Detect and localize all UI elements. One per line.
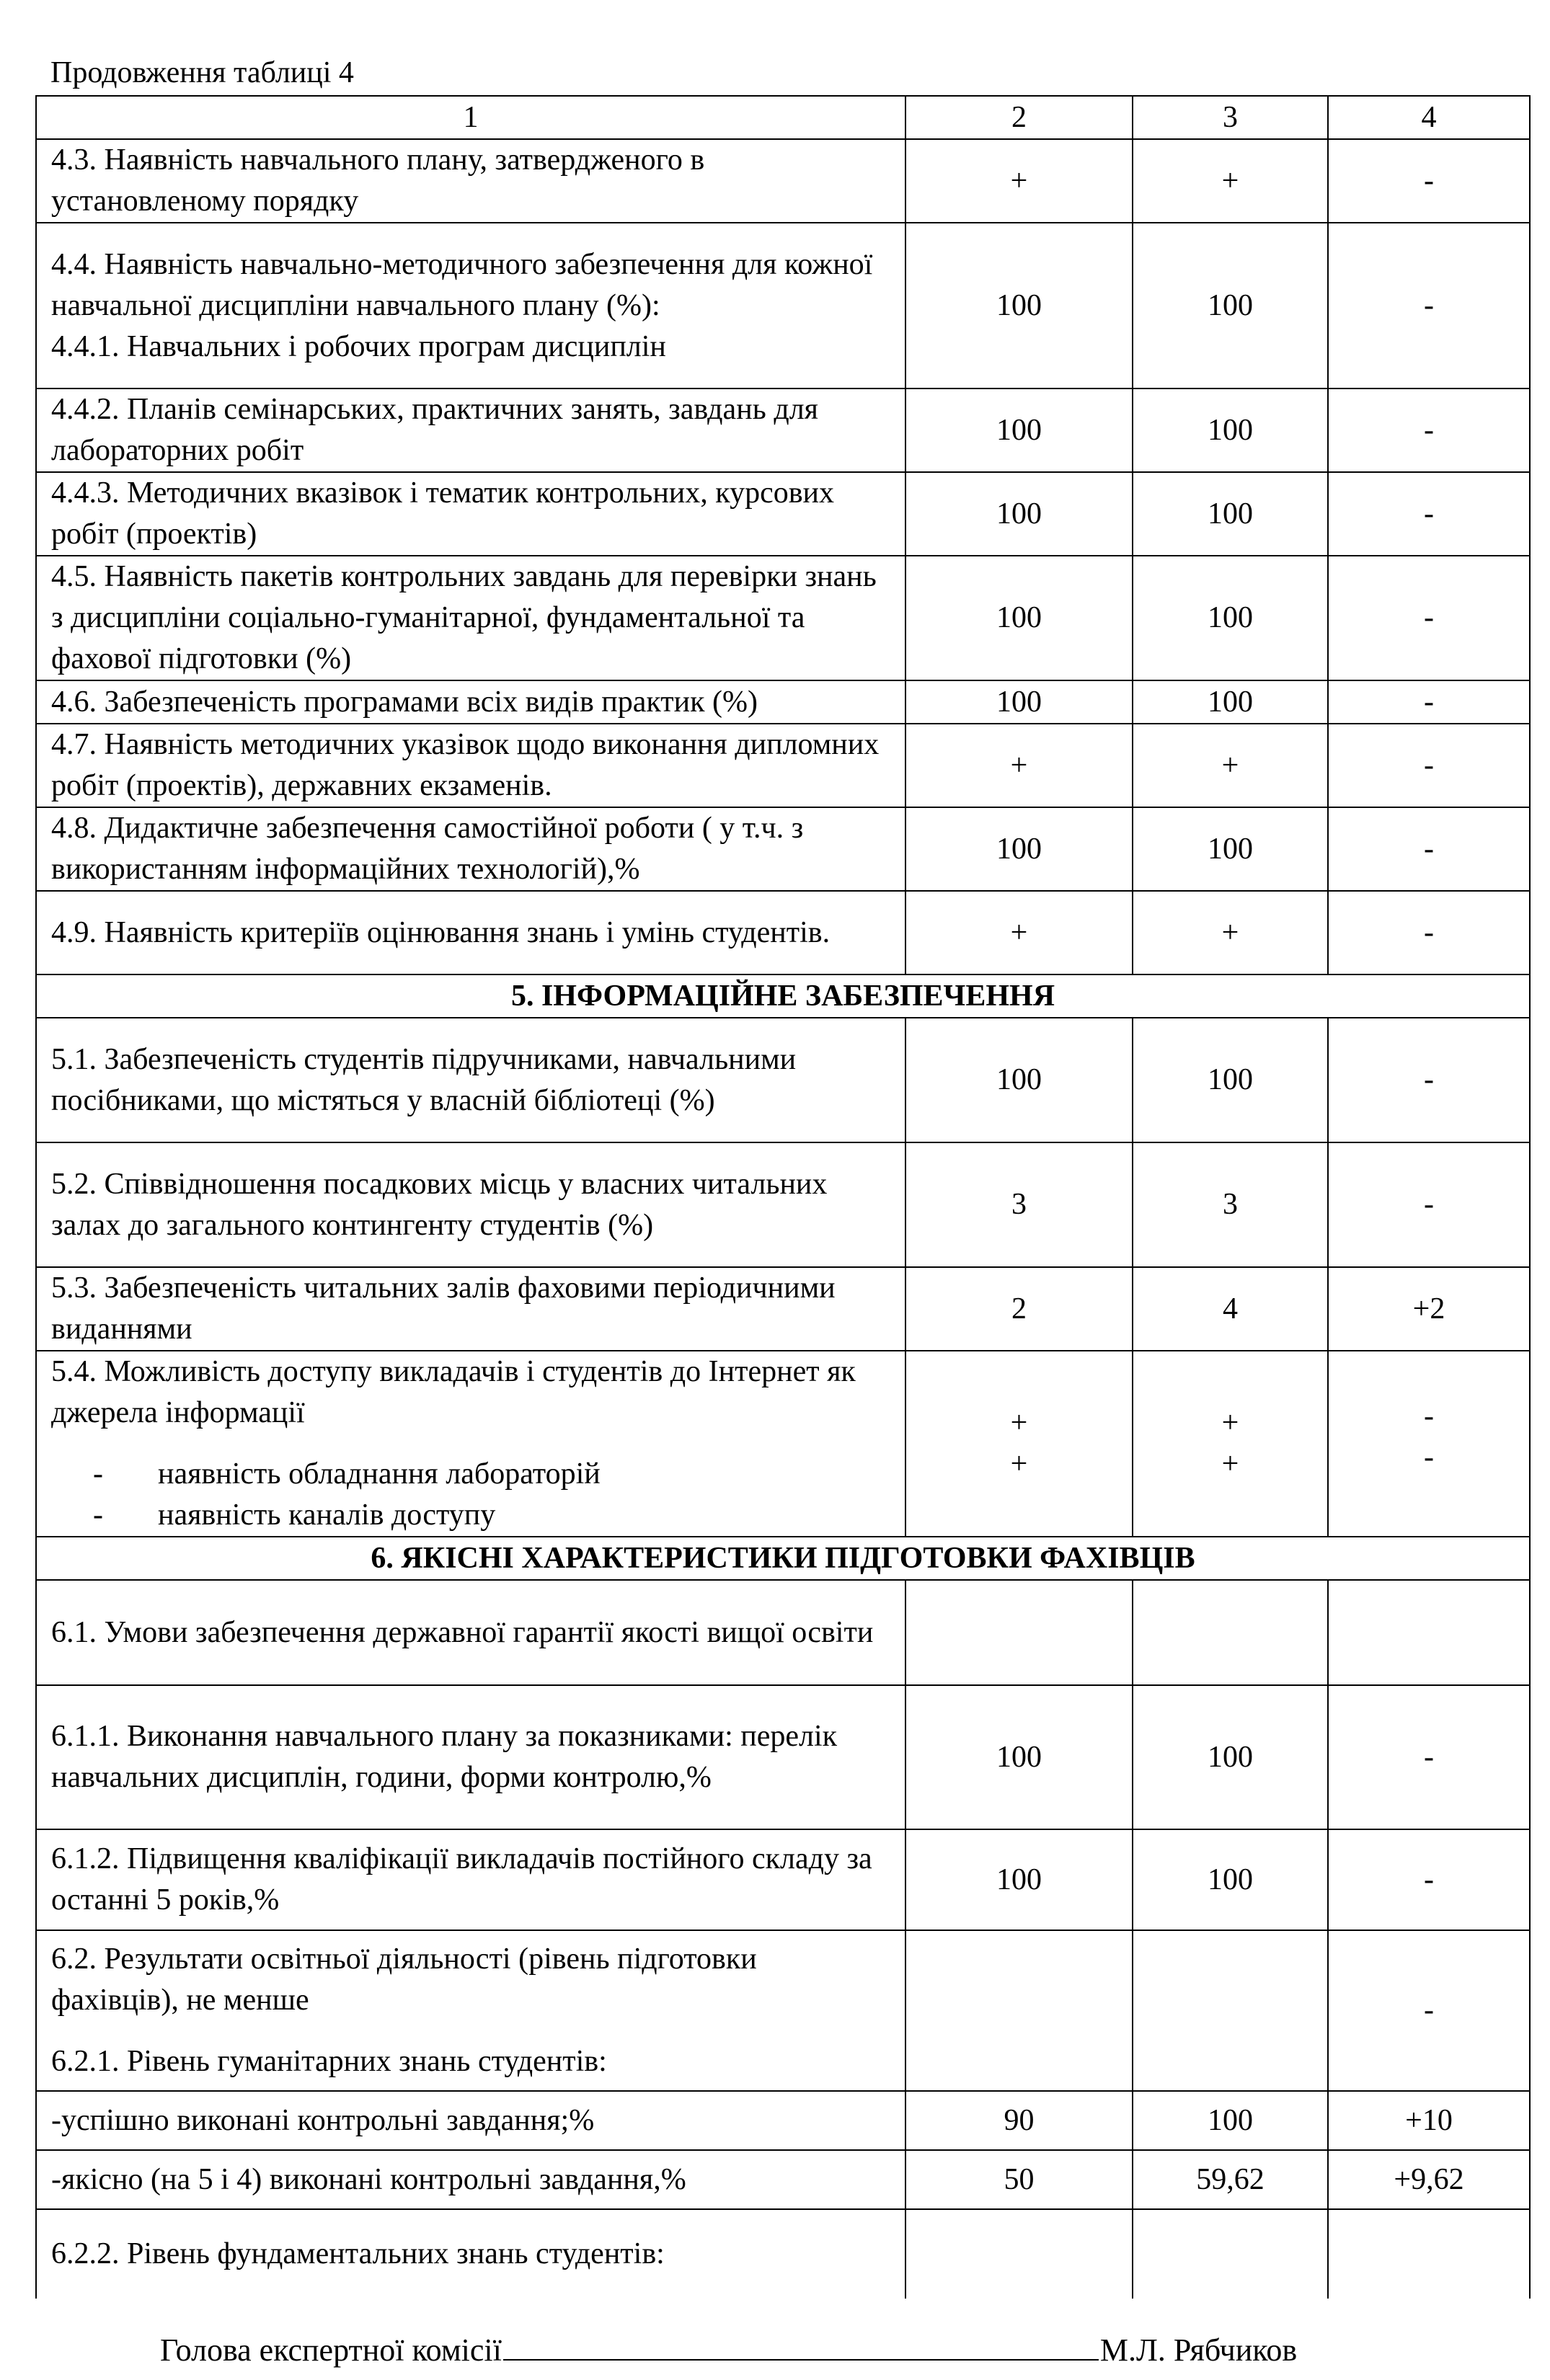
cell-col-2: 100: [905, 556, 1133, 680]
row-label-sub: 4.4.1. Навчальних і робочих програм дисциплін: [51, 329, 666, 363]
list-item: [51, 1495, 890, 1536]
cell-col-4: +9,62: [1328, 2150, 1530, 2209]
table-row: [36, 1018, 1530, 1142]
header-col-1: 1: [36, 96, 905, 139]
cell-col-3: 100: [1133, 223, 1328, 388]
table-row: [36, 1580, 1530, 1685]
row-label: [36, 1351, 905, 1537]
signature-blank: [503, 2358, 1099, 2361]
row-label: 4.6. Забезпеченість програмами всіх видів практик (%): [36, 680, 905, 724]
cell-col-4: [1328, 2209, 1530, 2299]
header-col-3: 3: [1133, 96, 1328, 139]
cell-col-3: 100: [1133, 388, 1328, 472]
cell-col-2: 100: [905, 807, 1133, 891]
row-label: 5.2. Співвідношення посадкових місць у власних читальних залах до загального контингенту студентів (%): [36, 1142, 905, 1267]
row-label: 4.8. Дидактичне забезпечення самостійної роботи ( у т.ч. з використанням інформаційних технологій),%: [36, 807, 905, 891]
cell-col-2: 2: [905, 1267, 1133, 1351]
row-label: 4.4.3. Методичних вказівок і тематик контрольних, курсових робіт (проектів): [36, 472, 905, 556]
cell-value: +: [1221, 1406, 1239, 1439]
cell-col-3: 100: [1133, 807, 1328, 891]
cell-col-4: -: [1328, 1829, 1530, 1930]
row-label: 4.3. Наявність навчального плану, затвердженого в установленому порядку: [36, 139, 905, 223]
cell-col-2: 100: [905, 1685, 1133, 1829]
cell-col-3: [1133, 1351, 1328, 1537]
cell-col-2: [905, 1580, 1133, 1685]
list-item: [51, 1454, 890, 1495]
bullet-dash: -: [93, 1498, 103, 1532]
bullet-dash: -: [93, 1457, 103, 1491]
cell-col-3: 100: [1133, 1018, 1328, 1142]
cell-col-2: 100: [905, 680, 1133, 724]
row-label: 5.3. Забезпеченість читальних залів фаховими періодичними виданнями: [36, 1267, 905, 1351]
header-col-4: 4: [1328, 96, 1530, 139]
cell-col-4: -: [1328, 1930, 1530, 2091]
cell-col-3: +: [1133, 139, 1328, 223]
row-label: 4.4.2. Планів семінарських, практичних занять, завдань для лабораторних робіт: [36, 388, 905, 472]
cell-col-2: 100: [905, 223, 1133, 388]
table-row: [36, 1142, 1530, 1267]
signatory-position: Голова експертної комісії: [160, 2332, 502, 2368]
cell-value: +: [1010, 1447, 1028, 1480]
row-label: [36, 223, 905, 388]
row-label: 6.2.2. Рівень фундаментальних знань студентів:: [36, 2209, 905, 2299]
cell-col-2: +: [905, 724, 1133, 807]
cell-col-4: -: [1328, 139, 1530, 223]
row-label-sub: 6.2.1. Рівень гуманітарних знань студентів:: [51, 2045, 607, 2078]
cell-col-3: 3: [1133, 1142, 1328, 1267]
cell-col-2: 50: [905, 2150, 1133, 2209]
cell-col-4: -: [1328, 724, 1530, 807]
cell-col-4: -: [1328, 807, 1530, 891]
section-6-title: 6. ЯКІСНІ ХАРАКТЕРИСТИКИ ПІДГОТОВКИ ФАХІВЦІВ: [36, 1537, 1530, 1580]
cell-col-3: 100: [1133, 680, 1328, 724]
table-row: [36, 1930, 1530, 2091]
cell-col-4: -: [1328, 223, 1530, 388]
cell-col-4: -: [1328, 556, 1530, 680]
section-5-title: 5. ІНФОРМАЦІЙНЕ ЗАБЕЗПЕЧЕННЯ: [36, 974, 1530, 1018]
cell-col-2: 3: [905, 1142, 1133, 1267]
cell-col-2: [905, 2209, 1133, 2299]
cell-col-4: -: [1328, 388, 1530, 472]
row-label-main: 6.2. Результати освітньої діяльності (рівень підготовки фахівців), не менше: [51, 1942, 757, 2017]
cell-col-4: -: [1328, 891, 1530, 974]
cell-col-3: 100: [1133, 2091, 1328, 2150]
cell-col-3: [1133, 1580, 1328, 1685]
table-row: [36, 1351, 1530, 1537]
section-heading-row: [36, 1537, 1530, 1580]
table-row: [36, 807, 1530, 891]
table-row: [36, 891, 1530, 974]
row-label: 4.9. Наявність критеріїв оцінювання знань і умінь студентів.: [36, 891, 905, 974]
table-row: [36, 2091, 1530, 2150]
cell-col-3: 100: [1133, 556, 1328, 680]
table-row: [36, 680, 1530, 724]
list-item-text: наявність каналів доступу: [158, 1498, 496, 1532]
table-row: [36, 2209, 1530, 2299]
cell-col-2: 100: [905, 1829, 1133, 1930]
cell-col-4: -: [1328, 472, 1530, 556]
list-item-text: наявність обладнання лабораторій: [158, 1457, 601, 1491]
table-caption: Продовження таблиці 4: [50, 56, 354, 89]
cell-col-2: 100: [905, 472, 1133, 556]
cell-value: +: [1221, 1447, 1239, 1480]
cell-value: +: [1010, 1406, 1028, 1439]
cell-col-3: [1133, 1930, 1328, 2091]
signatory-name: М.Л. Рябчиков: [1099, 2332, 1298, 2368]
cell-value: -: [1424, 1400, 1434, 1433]
table-row: [36, 388, 1530, 472]
table-row: [36, 724, 1530, 807]
section-heading-row: [36, 974, 1530, 1018]
cell-col-2: 90: [905, 2091, 1133, 2150]
cell-col-2: [905, 1930, 1133, 2091]
row-label-main: 5.4. Можливість доступу викладачів і студентів до Інтернет як джерела інформації: [51, 1355, 856, 1429]
cell-col-2: +: [905, 139, 1133, 223]
cell-col-2: +: [905, 891, 1133, 974]
table-row: [36, 1267, 1530, 1351]
row-label: [36, 1930, 905, 2091]
table-row: [36, 223, 1530, 388]
row-label: 5.1. Забезпеченість студентів підручниками, навчальними посібниками, що містяться у власній бібліотеці (%): [36, 1018, 905, 1142]
cell-col-2: 100: [905, 1018, 1133, 1142]
cell-col-3: 100: [1133, 1829, 1328, 1930]
signature-line: [160, 2332, 1297, 2368]
row-label-main: 4.4. Наявність навчально-методичного забезпечення для кожної навчальної дисципліни навчального плану (%):: [51, 247, 873, 322]
row-label: -якісно (на 5 і 4) виконані контрольні завдання,%: [36, 2150, 905, 2209]
cell-col-2: [905, 1351, 1133, 1537]
cell-col-4: [1328, 1580, 1530, 1685]
cell-col-3: 100: [1133, 1685, 1328, 1829]
cell-col-3: 100: [1133, 472, 1328, 556]
cell-col-4: [1328, 1351, 1530, 1537]
cell-col-4: -: [1328, 1685, 1530, 1829]
cell-col-3: 59,62: [1133, 2150, 1328, 2209]
table-row: [36, 472, 1530, 556]
cell-col-2: 100: [905, 388, 1133, 472]
cell-col-4: -: [1328, 1142, 1530, 1267]
cell-col-3: +: [1133, 724, 1328, 807]
table-row: [36, 2150, 1530, 2209]
table-row: [36, 1685, 1530, 1829]
cell-value: -: [1424, 1441, 1434, 1474]
cell-col-4: -: [1328, 680, 1530, 724]
header-col-2: 2: [905, 96, 1133, 139]
cell-col-4: -: [1328, 1018, 1530, 1142]
row-label: 6.1. Умови забезпечення державної гарантії якості вищої освіти: [36, 1580, 905, 1685]
row-label: 4.7. Наявність методичних указівок щодо виконання дипломних робіт (проектів), державних екзаменів.: [36, 724, 905, 807]
cell-col-3: 4: [1133, 1267, 1328, 1351]
cell-col-3: [1133, 2209, 1328, 2299]
row-label: -успішно виконані контрольні завдання;%: [36, 2091, 905, 2150]
cell-col-3: +: [1133, 891, 1328, 974]
table-row: [36, 1829, 1530, 1930]
table-header-row: [36, 96, 1530, 139]
table-row: [36, 139, 1530, 223]
cell-col-4: +10: [1328, 2091, 1530, 2150]
cell-col-4: +2: [1328, 1267, 1530, 1351]
row-label: 6.1.2. Підвищення кваліфікації викладачів постійного складу за останні 5 років,%: [36, 1829, 905, 1930]
evaluation-table: [35, 95, 1531, 2299]
row-label: 4.5. Наявність пакетів контрольних завдань для перевірки знань з дисципліни соціально-гуманітарної, фундаментальної та фахової підготовки (%): [36, 556, 905, 680]
table-row: [36, 556, 1530, 680]
row-label: 6.1.1. Виконання навчального плану за показниками: перелік навчальних дисциплін, години, форми контролю,%: [36, 1685, 905, 1829]
